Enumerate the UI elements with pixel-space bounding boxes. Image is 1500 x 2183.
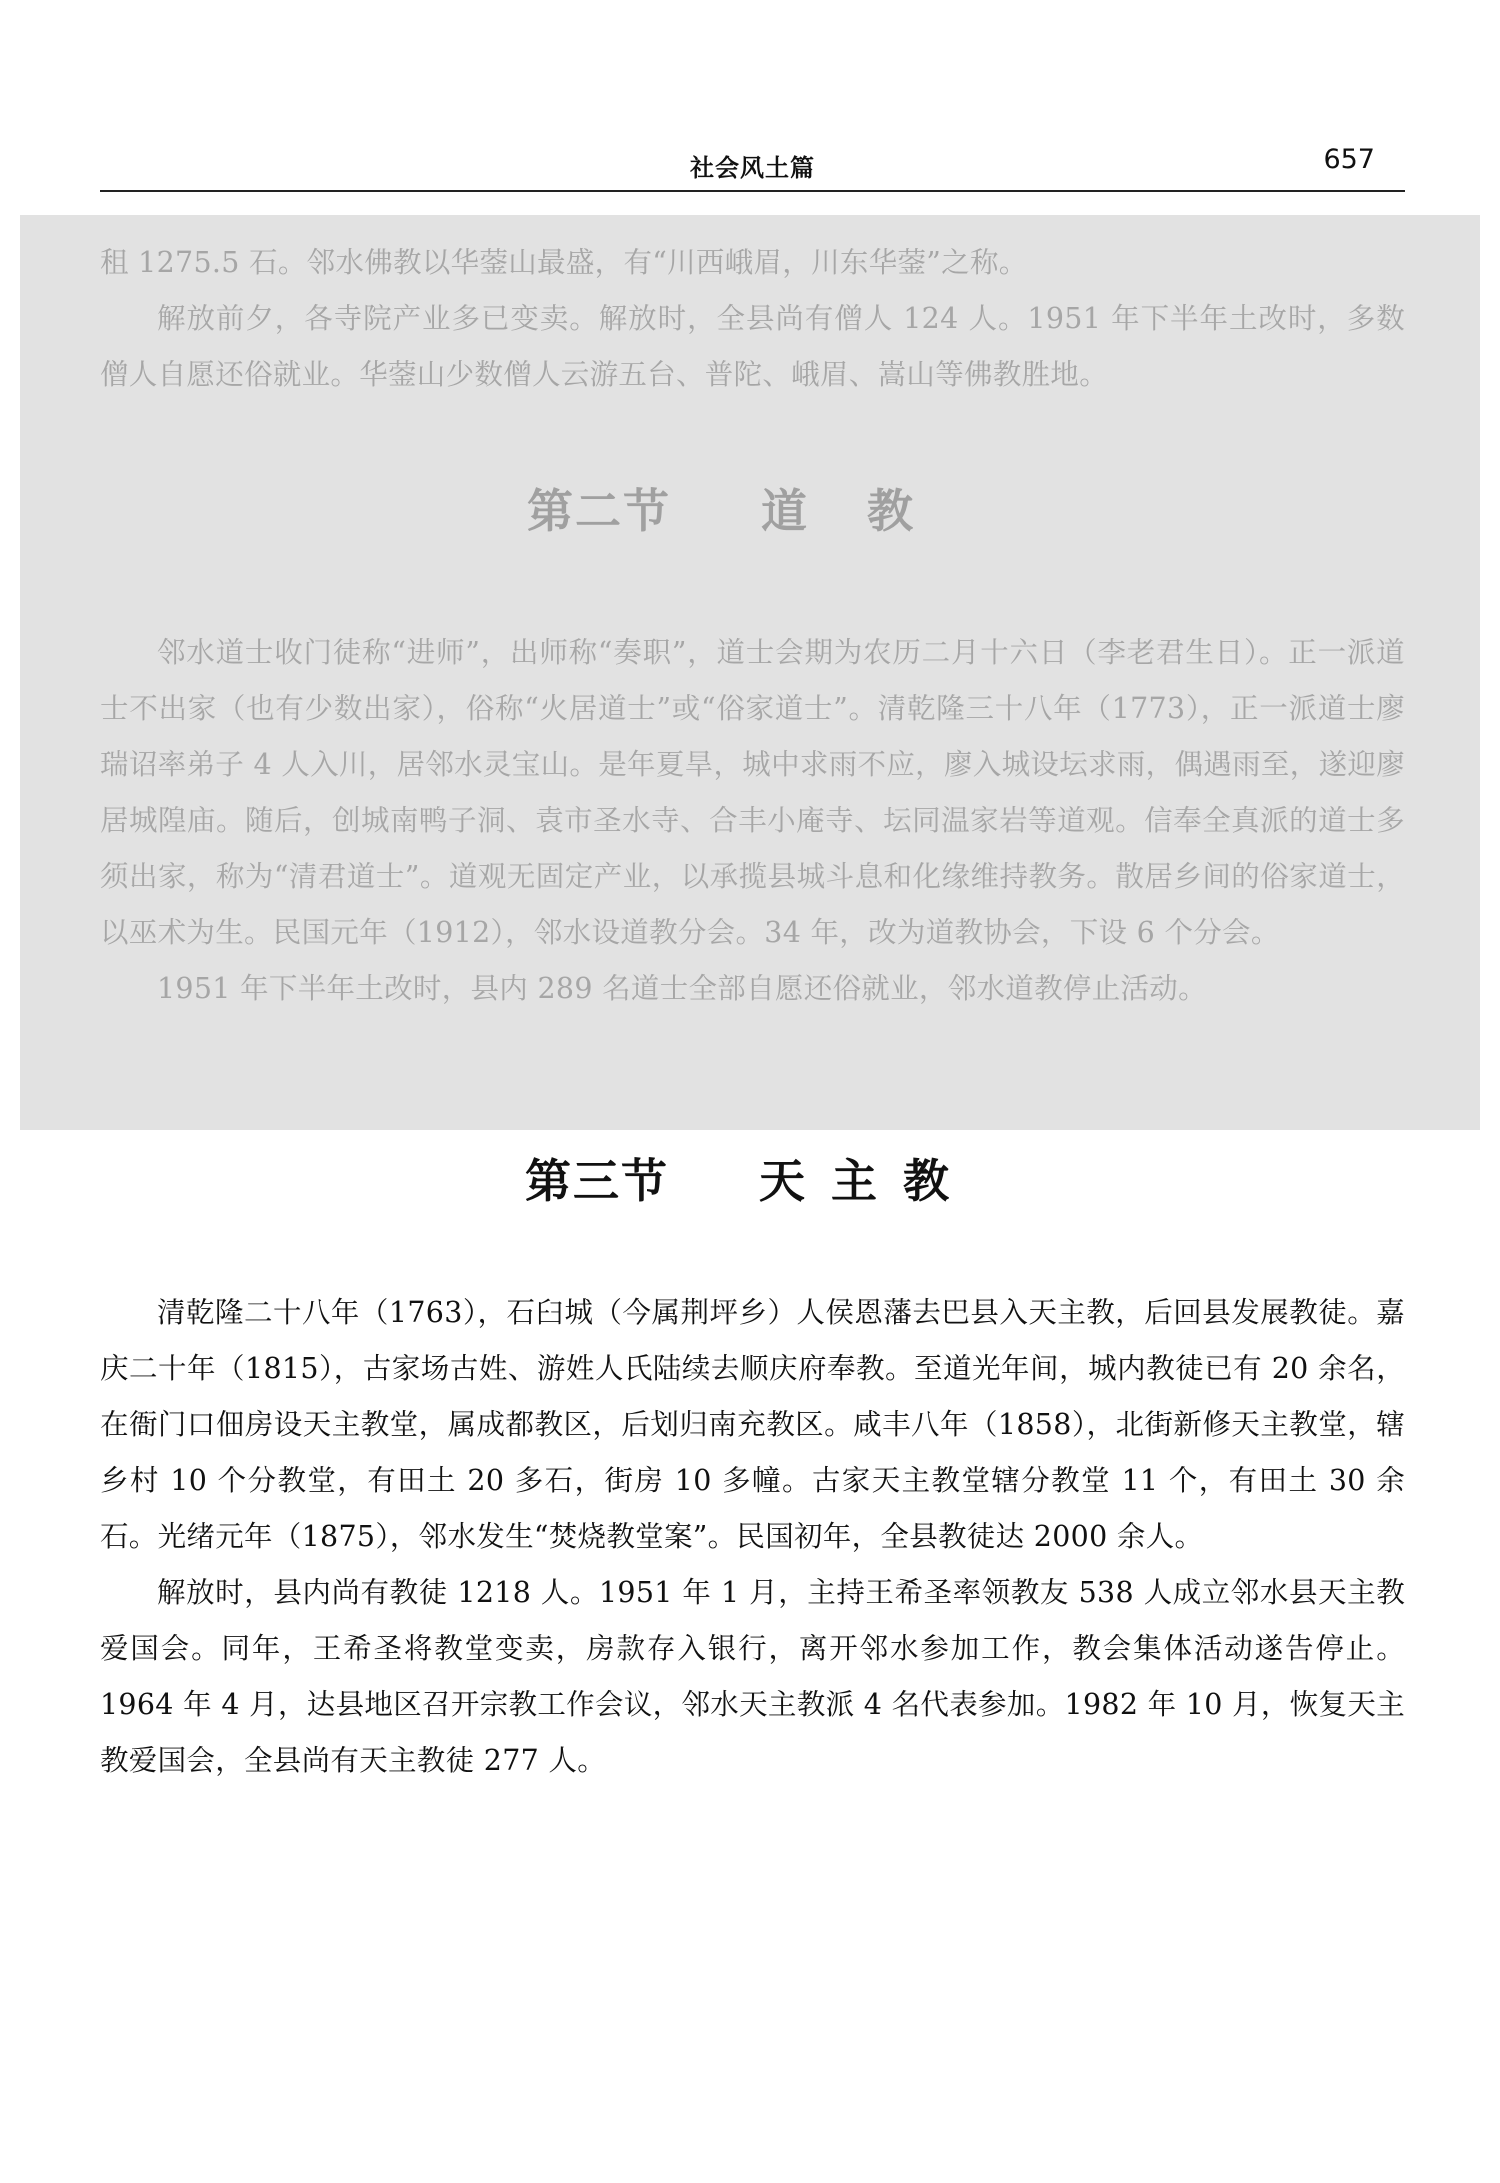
section-name: 天主教 (759, 1154, 975, 1208)
section-name: 道教 (761, 484, 973, 538)
faded-text-region (20, 215, 1480, 1130)
paragraph: 解放时，县内尚有教徒 1218 人。1951 年 1 月，主持王希圣率领教友 538 人成立邻水县天主教爱国会。同年，王希圣将教堂变卖，房款存入银行，离开邻水参加工作，教会集体活动遂告停止。1964 年 4 月，达县地区召开宗教工作会议，邻水天主教派 4 名代表参加。1982 年 10 月，恢复天主教爱国会，全县尚有天主教徒 277 人。 (100, 1576, 1405, 1777)
section-body-daoism (100, 625, 1405, 1017)
section-heading-daoism (0, 475, 1500, 541)
paragraph: 邻水道士收门徒称“进师”，出师称“奏职”，道士会期为农历二月十六日（李老君生日）。正一派道士不出家（也有少数出家），俗称“火居道士”或“俗家道士”。清乾隆三十八年（1773），正一派道士廖瑞诏率弟子 4 人入川，居邻水灵宝山。是年夏旱，城中求雨不应，廖入城设坛求雨，偶遇雨至，遂迎廖居城隍庙。随后，创城南鸭子洞、袁市圣水寺、合丰小庵寺、坛同温家岩等道观。信奉全真派的道士多须出家，称为“清君道士”。道观无固定产业，以承揽县城斗息和化缘维持教务。散居乡间的俗家道士，以巫术为生。民国元年（1912），邻水设道教分会。34 年，改为道教协会，下设 6 个分会。 (100, 636, 1405, 949)
running-title: 社会风土篇 (690, 154, 815, 182)
paragraph: 清乾隆二十八年（1763），石臼城（今属荆坪乡）人侯恩藩去巴县入天主教，后回县发展教徒。嘉庆二十年（1815），古家场古姓、游姓人氏陆续去顺庆府奉教。至道光年间，城内教徒已有 20 余名，在衙门口佃房设天主教堂，属成都教区，后划归南充教区。咸丰八年（1858），北街新修天主教堂，辖乡村 10 个分教堂，有田土 20 多石，街房 10 多幢。古家天主教堂辖分教堂 11 个，有田土 30 余石。光绪元年（1875），邻水发生“焚烧教堂案”。民国初年，全县教徒达 2000 余人。 (100, 1296, 1405, 1553)
paragraph: 解放前夕，各寺院产业多已变卖。解放时，全县尚有僧人 124 人。1951 年下半年土改时，多数僧人自愿还俗就业。华蓥山少数僧人云游五台、普陀、峨眉、嵩山等佛教胜地。 (100, 302, 1405, 391)
section-heading-catholicism (0, 1145, 1500, 1211)
section-number: 第二节 (527, 484, 671, 538)
page-number: 657 (1323, 144, 1375, 175)
section-number: 第三节 (525, 1154, 669, 1208)
section-body-catholicism (100, 1285, 1405, 1789)
paragraph: 1951 年下半年土改时，县内 289 名道士全部自愿还俗就业，邻水道教停止活动。 (157, 972, 1207, 1005)
paragraph: 租 1275.5 石。邻水佛教以华蓥山最盛，有“川西峨眉，川东华蓥”之称。 (100, 246, 1028, 279)
faded-continuation-text (100, 235, 1405, 403)
page-header (100, 140, 1405, 192)
